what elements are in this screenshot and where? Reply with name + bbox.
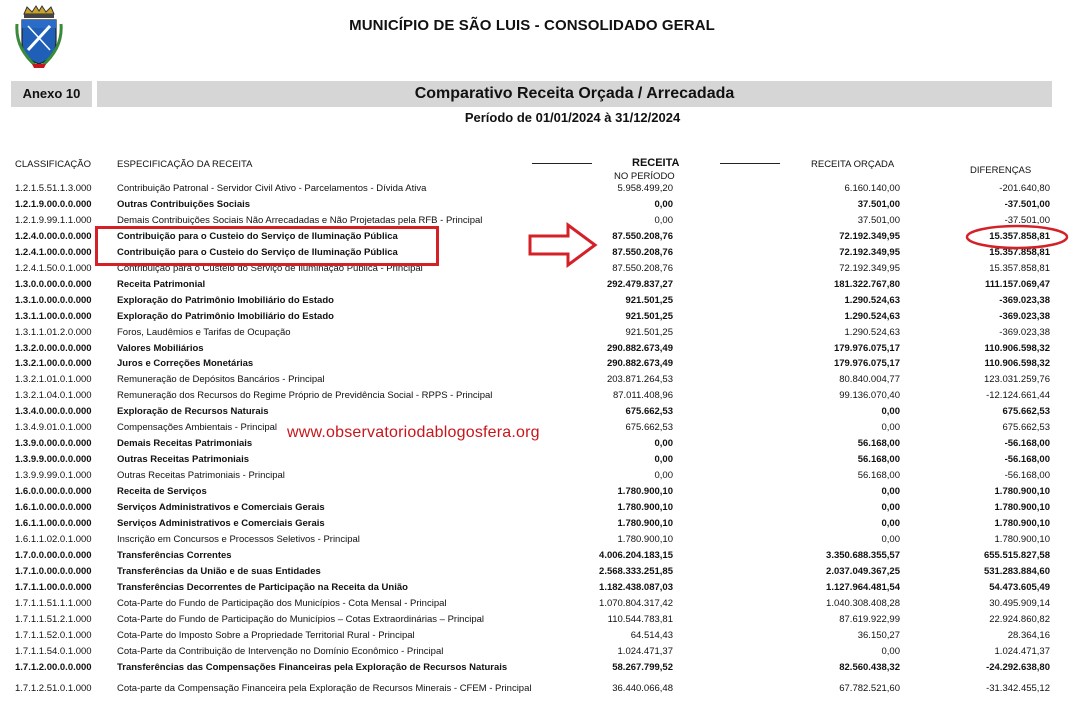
row-receita-orcada: 82.560.438,32	[839, 661, 900, 673]
row-diferenca: -369.023,38	[999, 326, 1050, 338]
row-description: Transferências Correntes	[117, 549, 232, 561]
table-row	[0, 628, 1072, 644]
row-receita-orcada: 0,00	[881, 533, 900, 545]
row-code: 1.3.0.0.00.0.0.000	[15, 278, 92, 290]
row-code: 1.3.1.1.01.2.0.000	[15, 326, 92, 338]
row-receita: 292.479.837,27	[606, 278, 673, 290]
row-diferenca: 110.906.598,32	[984, 358, 1050, 370]
row-receita-orcada: 0,00	[881, 518, 900, 529]
row-receita: 58.267.799,52	[612, 661, 673, 673]
row-diferenca: 30.495.909,14	[989, 597, 1050, 609]
row-diferenca: 1.780.900,10	[994, 502, 1050, 513]
report-title: Comparativo Receita Orçada / Arrecadada	[97, 81, 1052, 107]
row-receita-orcada: 2.037.049.367,25	[826, 565, 900, 577]
row-diferenca: 1.024.471,37	[994, 645, 1050, 657]
row-receita-orcada: 36.150,27	[857, 629, 900, 641]
row-code: 1.3.1.1.00.0.0.000	[15, 310, 92, 322]
table-row	[0, 356, 1072, 372]
row-receita-orcada: 72.192.349,95	[839, 246, 900, 258]
annex-label: Anexo 10	[11, 81, 92, 107]
row-code: 1.3.9.9.00.0.0.000	[15, 454, 92, 466]
row-receita: 1.780.900,10	[617, 486, 673, 498]
table-row	[0, 277, 1072, 293]
row-code: 1.3.2.0.00.0.0.000	[15, 342, 92, 354]
row-code: 1.3.9.0.00.0.0.000	[15, 438, 92, 450]
municipality-title: MUNICÍPIO DE SÃO LUIS - CONSOLIDADO GERAL	[349, 17, 715, 34]
row-diferenca: -31.342.455,12	[986, 682, 1050, 694]
row-description: Receita de Serviços	[117, 486, 207, 498]
row-diferenca: -56.168,00	[1004, 438, 1050, 450]
row-description: Exploração do Patrimônio Imobiliário do Estado	[117, 310, 334, 322]
row-receita: 87.550.208,76	[612, 262, 673, 274]
row-description: Inscrição em Concursos e Processos Seletivos - Principal	[117, 533, 360, 545]
row-receita: 87.550.208,76	[612, 246, 673, 258]
row-receita-orcada: 67.782.521,60	[839, 682, 900, 694]
row-description: Serviços Administrativos e Comerciais Gerais	[117, 502, 325, 513]
table-row	[0, 309, 1072, 325]
row-description: Demais Contribuições Sociais Não Arrecadadas e Não Projetadas pela RFB - Principal	[117, 214, 483, 226]
row-code: 1.7.1.1.52.0.1.000	[15, 629, 92, 641]
row-description: Demais Receitas Patrimoniais	[117, 438, 253, 450]
table-row	[0, 293, 1072, 309]
row-description: Cota-parte da Compensação Financeira pela Exploração de Recursos Minerais - CFEM - Principal	[117, 682, 532, 694]
row-receita-orcada: 0,00	[881, 502, 900, 513]
row-diferenca: -12.124.661,44	[986, 390, 1050, 402]
row-receita-orcada: 99.136.070,40	[839, 390, 900, 402]
row-receita: 64.514,43	[630, 629, 673, 641]
row-code: 1.7.1.2.00.0.0.000	[15, 661, 92, 673]
row-receita-orcada: 3.350.688.355,57	[826, 549, 900, 561]
row-diferenca: -369.023,38	[999, 294, 1050, 306]
row-receita-orcada: 37.501,00	[857, 214, 900, 226]
row-receita: 1.780.900,10	[617, 518, 673, 529]
row-description: Compensações Ambientais - Principal	[117, 422, 277, 434]
highlight-box	[95, 226, 439, 266]
row-receita: 1.780.900,10	[617, 533, 673, 545]
highlight-ellipse	[965, 224, 1069, 250]
table-row	[0, 580, 1072, 596]
row-code: 1.6.1.0.00.0.0.000	[15, 502, 92, 513]
row-receita: 36.440.066,48	[612, 682, 673, 694]
table-row	[0, 500, 1072, 516]
row-receita: 0,00	[654, 214, 673, 226]
row-code: 1.7.0.0.00.0.0.000	[15, 549, 92, 561]
row-receita: 1.070.804.317,42	[599, 597, 673, 609]
table-row	[0, 452, 1072, 468]
row-receita: 4.006.204.183,15	[599, 549, 673, 561]
table-row	[0, 325, 1072, 341]
row-description: Receita Patrimonial	[117, 278, 206, 290]
row-receita-orcada: 0,00	[881, 486, 900, 498]
row-description: Transferências da União e de suas Entidades	[117, 565, 321, 577]
table-row	[0, 612, 1072, 628]
row-description: Contribuição para o Custeio do Serviço de Iluminação Pública	[117, 230, 398, 242]
row-receita: 1.182.438.087,03	[599, 581, 673, 593]
row-description: Exploração de Recursos Naturais	[117, 406, 269, 418]
row-receita-orcada: 56.168,00	[857, 438, 900, 450]
row-description: Outras Contribuições Sociais	[117, 198, 251, 210]
table-row	[0, 468, 1072, 484]
row-receita-orcada: 56.168,00	[857, 470, 900, 482]
table-row	[0, 388, 1072, 404]
row-receita: 675.662,53	[625, 406, 673, 418]
table-row	[0, 341, 1072, 357]
row-receita: 290.882.673,49	[606, 342, 673, 354]
row-receita: 0,00	[654, 198, 673, 210]
row-code: 1.2.1.5.51.1.3.000	[15, 183, 92, 194]
row-receita-orcada: 179.976.075,17	[833, 342, 900, 354]
row-code: 1.2.1.9.99.1.1.000	[15, 214, 92, 226]
row-receita-orcada: 80.840.004,77	[839, 374, 900, 386]
row-description: Cota-Parte do Fundo de Participação do Municípios – Cotas Extraordinárias – Principal	[117, 613, 484, 625]
row-code: 1.6.1.1.00.0.0.000	[15, 518, 92, 529]
row-diferenca: -56.168,00	[1004, 454, 1050, 466]
row-description: Juros e Correções Monetárias	[117, 358, 254, 370]
table-row	[0, 660, 1072, 676]
row-receita: 0,00	[654, 470, 673, 482]
column-header-classificacao: CLASSIFICAÇÃO	[15, 159, 92, 170]
row-receita: 5.958.499,20	[617, 183, 673, 194]
table-row	[0, 404, 1072, 420]
row-code: 1.2.4.0.00.0.0.000	[15, 230, 92, 242]
row-description: Transferências Decorrentes de Participação na Receita da União	[117, 581, 408, 593]
row-code: 1.3.2.1.04.0.1.000	[15, 390, 92, 402]
row-description: Contribuição para o Custeio do Serviço de Iluminação Pública	[117, 246, 398, 258]
row-diferenca: 15.357.858,81	[989, 230, 1050, 242]
row-description: Contribuição para o Custeio do Serviço de Iluminação Pública - Principal	[117, 262, 423, 274]
row-diferenca: 531.283.884,60	[983, 565, 1050, 577]
row-description: Cota-Parte do Imposto Sobre a Propriedade Territorial Rural - Principal	[117, 629, 415, 641]
row-diferenca: -37.501,00	[1004, 198, 1050, 210]
row-code: 1.7.1.1.51.1.1.000	[15, 597, 92, 609]
row-description: Remuneração dos Recursos do Regime Próprio de Previdência Social - RPPS - Principal	[117, 390, 493, 402]
column-header-rule-right	[720, 163, 780, 164]
table-row	[0, 532, 1072, 548]
row-description: Cota-Parte da Contribuição de Intervenção no Domínio Econômico - Principal	[117, 645, 444, 657]
table-row	[0, 596, 1072, 612]
row-diferenca: 1.780.900,10	[994, 518, 1050, 529]
row-receita: 675.662,53	[625, 422, 673, 434]
row-diferenca: 110.906.598,32	[984, 342, 1050, 354]
table-row	[0, 484, 1072, 500]
row-receita: 2.568.333.251,85	[599, 565, 673, 577]
row-code: 1.6.0.0.00.0.0.000	[15, 486, 92, 498]
row-receita: 921.501,25	[625, 310, 673, 322]
row-receita-orcada: 1.040.308.408,28	[826, 597, 900, 609]
row-description: Contribuição Patronal - Servidor Civil Ativo - Parcelamentos - Dívida Ativa	[117, 183, 427, 194]
row-code: 1.7.1.1.54.0.1.000	[15, 645, 92, 657]
row-receita: 921.501,25	[625, 326, 673, 338]
row-diferenca: 123.031.259,76	[983, 374, 1050, 386]
row-receita-orcada: 0,00	[881, 422, 900, 434]
row-code: 1.2.4.1.00.0.0.000	[15, 246, 92, 258]
report-period: Período de 01/01/2024 à 31/12/2024	[464, 110, 681, 125]
table-row	[0, 516, 1072, 532]
row-description: Transferências das Compensações Financeiras pela Exploração de Recursos Naturais	[117, 661, 508, 673]
row-diferenca: 54.473.605,49	[989, 581, 1050, 593]
row-diferenca: -24.292.638,80	[986, 661, 1050, 673]
row-description: Remuneração de Depósitos Bancários - Principal	[117, 374, 325, 386]
watermark-url: www.observatoriodablogosfera.org	[287, 424, 540, 441]
row-diferenca: 1.780.900,10	[994, 533, 1050, 545]
row-receita-orcada: 1.290.524,63	[844, 326, 900, 338]
row-code: 1.3.4.9.01.0.1.000	[15, 422, 92, 434]
row-diferenca: 22.924.860,82	[989, 613, 1050, 625]
row-code: 1.3.2.1.00.0.0.000	[15, 358, 92, 370]
row-description: Serviços Administrativos e Comerciais Gerais	[117, 518, 325, 529]
row-diferenca: 15.357.858,81	[989, 246, 1050, 258]
row-code: 1.7.1.1.00.0.0.000	[15, 581, 92, 593]
row-receita-orcada: 87.619.922,99	[839, 613, 900, 625]
row-description: Outras Receitas Patrimoniais - Principal	[117, 470, 285, 482]
row-receita-orcada: 1.290.524,63	[844, 294, 900, 306]
row-diferenca: 1.780.900,10	[994, 486, 1050, 498]
row-receita-orcada: 72.192.349,95	[839, 262, 900, 274]
row-receita: 203.871.264,53	[606, 374, 673, 386]
row-description: Foros, Laudêmios e Tarifas de Ocupação	[117, 326, 291, 338]
row-receita: 0,00	[654, 438, 673, 450]
row-code: 1.7.1.1.51.2.1.000	[15, 613, 92, 625]
municipal-coat-of-arms-icon	[14, 4, 64, 68]
column-header-receita-orcada: RECEITA ORÇADA	[811, 159, 895, 170]
row-code: 1.3.4.0.00.0.0.000	[15, 406, 92, 418]
column-header-diferencas: DIFERENÇAS	[970, 165, 1032, 176]
row-diferenca: 28.364,16	[1007, 629, 1050, 641]
row-receita-orcada: 181.322.767,80	[833, 278, 900, 290]
row-code: 1.7.1.0.00.0.0.000	[15, 565, 92, 577]
row-receita-orcada: 179.976.075,17	[833, 358, 900, 370]
row-code: 1.3.9.9.99.0.1.000	[15, 470, 92, 482]
table-row	[0, 644, 1072, 660]
table-row	[0, 548, 1072, 564]
row-receita: 110.544.783,81	[607, 613, 673, 625]
column-header-receita: RECEITA	[632, 157, 680, 169]
table-row	[0, 372, 1072, 388]
row-diferenca: -56.168,00	[1004, 470, 1050, 482]
row-code: 1.3.1.0.00.0.0.000	[15, 294, 92, 306]
table-row	[0, 681, 1072, 697]
row-description: Exploração do Patrimônio Imobiliário do Estado	[117, 294, 334, 306]
row-receita-orcada: 1.290.524,63	[844, 310, 900, 322]
row-receita: 290.882.673,49	[606, 358, 673, 370]
row-code: 1.3.2.1.01.0.1.000	[15, 374, 92, 386]
row-diferenca: 15.357.858,81	[989, 262, 1050, 274]
row-diferenca: -201.640,80	[999, 183, 1050, 194]
arrow-right-icon	[528, 222, 598, 268]
row-receita-orcada: 0,00	[881, 645, 900, 657]
row-receita-orcada: 1.127.964.481,54	[826, 581, 900, 593]
table-row	[0, 181, 1072, 197]
row-diferenca: 675.662,53	[1002, 406, 1050, 418]
row-receita-orcada: 37.501,00	[857, 198, 900, 210]
table-row	[0, 197, 1072, 213]
row-diferenca: -37.501,00	[1004, 214, 1050, 226]
row-diferenca: 655.515.827,58	[983, 549, 1050, 561]
row-diferenca: 675.662,53	[1002, 422, 1050, 434]
column-header-rule-left	[532, 163, 592, 164]
column-header-especificacao: ESPECIFICAÇÃO DA RECEITA	[117, 159, 253, 170]
table-row	[0, 564, 1072, 580]
row-code: 1.2.1.9.00.0.0.000	[15, 198, 92, 210]
row-code: 1.7.1.2.51.0.1.000	[15, 682, 92, 694]
row-code: 1.2.4.1.50.0.1.000	[15, 262, 92, 274]
row-receita: 0,00	[654, 454, 673, 466]
row-description: Cota-Parte do Fundo de Participação dos Municípios - Cota Mensal - Principal	[117, 597, 447, 609]
row-receita: 87.550.208,76	[612, 230, 673, 242]
row-description: Outras Receitas Patrimoniais	[117, 454, 249, 466]
row-receita: 1.780.900,10	[617, 502, 673, 513]
row-diferenca: -369.023,38	[999, 310, 1050, 322]
row-description: Valores Mobiliários	[117, 342, 204, 354]
row-receita-orcada: 72.192.349,95	[839, 230, 900, 242]
row-receita-orcada: 56.168,00	[857, 454, 900, 466]
row-receita: 921.501,25	[625, 294, 673, 306]
row-code: 1.6.1.1.02.0.1.000	[15, 533, 92, 545]
row-receita-orcada: 6.160.140,00	[844, 183, 900, 194]
row-diferenca: 111.157.069,47	[985, 278, 1050, 290]
row-receita: 87.011.408,96	[612, 390, 673, 402]
row-receita: 1.024.471,37	[617, 645, 673, 657]
row-receita-orcada: 0,00	[881, 406, 900, 418]
column-header-no-periodo: NO PERÍODO	[614, 171, 675, 182]
